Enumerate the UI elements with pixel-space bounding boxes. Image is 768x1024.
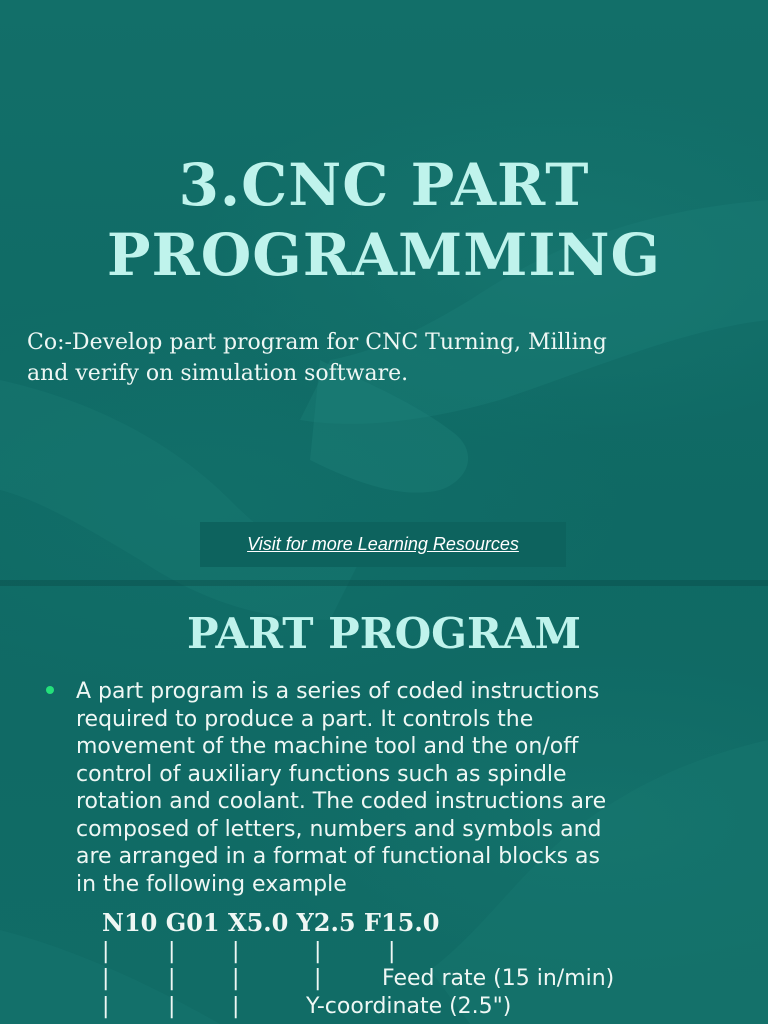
pipe-marker: | [314, 939, 322, 964]
pipe-marker: | [232, 966, 240, 991]
bullet-icon [46, 686, 54, 694]
bullet-line: in the following example [76, 871, 347, 897]
slide-title-line-2: PROGRAMMING [106, 221, 662, 289]
part-program-heading: PART PROGRAM [186, 609, 582, 658]
pipe-marker: | [232, 994, 240, 1019]
course-outcome-line-1: Co:-Develop part program for CNC Turning, Milling [27, 330, 607, 355]
bullet-line: rotation and coolant. The coded instructions are [76, 789, 607, 814]
course-outcome-text [27, 327, 727, 389]
pipe-marker: | [168, 994, 176, 1019]
bullet-line: control of auxiliary functions such as spindle [76, 761, 567, 787]
pipe-marker: | [232, 939, 240, 964]
learning-resources-link[interactable]: Visit for more Learning Resources [247, 534, 519, 554]
slide-title [0, 150, 768, 290]
feed-rate-annotation: Feed rate (15 in/min) [382, 966, 615, 991]
bullet-line: are arranged in a format of functional blocks as [76, 844, 600, 869]
bullet-paragraph [76, 678, 736, 898]
pipe-marker: | [168, 939, 176, 964]
bullet-line: required to produce a part. It controls the [76, 706, 534, 732]
slide-title-line-1: 3.CNC PART [178, 151, 590, 219]
bullet-line: movement of the machine tool and the on/off [76, 734, 579, 759]
pipe-marker: | [102, 966, 110, 991]
slide-divider [0, 580, 768, 586]
pipe-marker: | [314, 966, 322, 991]
y-coordinate-annotation: Y-coordinate (2.5") [306, 994, 512, 1019]
nc-block-example: N10 G01 X5.0 Y2.5 F15.0 [102, 908, 440, 937]
learning-resources-banner [200, 522, 566, 567]
pipe-marker: | [388, 939, 396, 964]
bullet-line: composed of letters, numbers and symbols and [76, 816, 602, 842]
course-outcome-line-2: and verify on simulation software. [27, 361, 409, 386]
pipe-marker: | [102, 994, 110, 1019]
pipe-marker: | [102, 939, 110, 964]
pipe-marker: | [168, 966, 176, 991]
bullet-line: A part program is a series of coded instructions [76, 679, 600, 704]
